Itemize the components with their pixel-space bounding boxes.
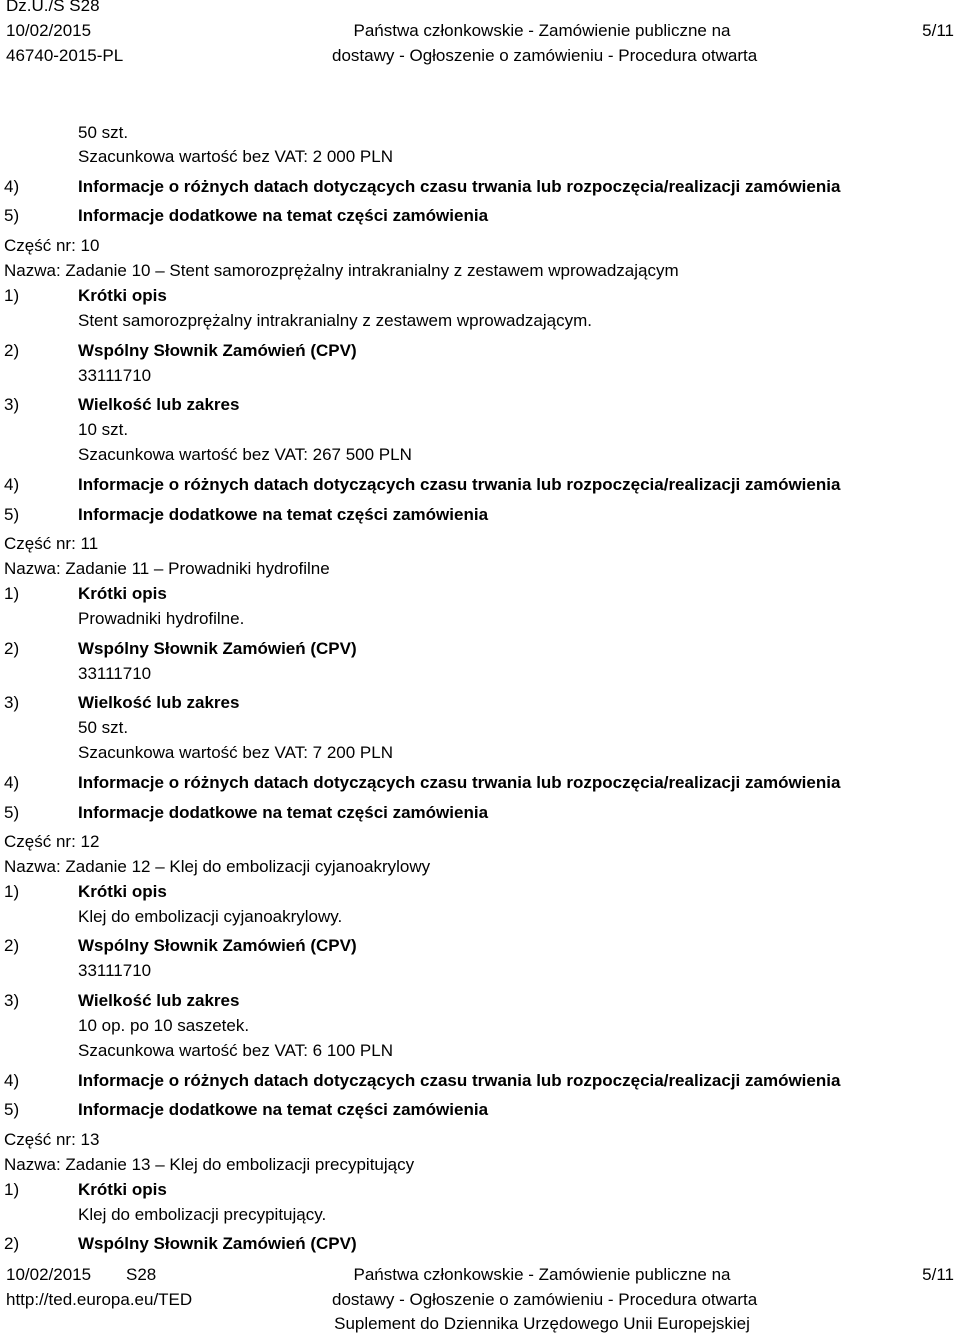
- section-1-heading: Krótki opis: [78, 584, 167, 603]
- footer-title-line2: dostawy - Ogłoszenie o zamówieniu - Procedura otwarta: [332, 1290, 758, 1309]
- section-4-number: 4): [4, 177, 20, 196]
- part-description: Prowadniki hydrofilne.: [78, 609, 245, 628]
- header-notice-id: 46740-2015-PL: [6, 46, 124, 65]
- part-cpv-code: 33111710: [78, 961, 152, 980]
- section-5-number: 5): [4, 505, 20, 524]
- part-number: Część nr: 11: [4, 534, 99, 553]
- section-4-heading: Informacje o różnych datach dotyczących czasu trwania lub rozpoczęcia/realizacji zamówienia: [78, 773, 841, 792]
- prev-value: Szacunkowa wartość bez VAT: 2 000 PLN: [78, 147, 393, 166]
- section-5-number: 5): [4, 206, 20, 225]
- section-3-number: 3): [4, 395, 20, 414]
- section-5-heading: Informacje dodatkowe na temat części zamówienia: [78, 206, 489, 225]
- section-2-number: 2): [4, 639, 20, 658]
- section-3-number: 3): [4, 991, 20, 1010]
- part-name: Nazwa: Zadanie 12 – Klej do embolizacji cyjanoakrylowy: [4, 857, 431, 876]
- section-4-heading: Informacje o różnych datach dotyczących czasu trwania lub rozpoczęcia/realizacji zamówienia: [78, 177, 841, 196]
- section-2-heading: Wspólny Słownik Zamówień (CPV): [78, 1234, 357, 1253]
- section-1-heading: Krótki opis: [78, 1180, 167, 1199]
- part-description: Klej do embolizacji precypitujący.: [78, 1205, 327, 1224]
- section-3-number: 3): [4, 693, 20, 712]
- section-1-heading: Krótki opis: [78, 882, 167, 901]
- section-2-heading: Wspólny Słownik Zamówień (CPV): [78, 936, 357, 955]
- part-value: Szacunkowa wartość bez VAT: 267 500 PLN: [78, 445, 412, 464]
- part-quantity: 10 szt.: [78, 420, 129, 439]
- footer-supplement: Suplement do Dziennika Urzędowego Unii Europejskiej: [334, 1314, 750, 1333]
- part-value: Szacunkowa wartość bez VAT: 6 100 PLN: [78, 1041, 393, 1060]
- part-quantity: 50 szt.: [78, 718, 129, 737]
- section-2-number: 2): [4, 936, 20, 955]
- section-5-heading: Informacje dodatkowe na temat części zamówienia: [78, 803, 489, 822]
- footer-series: S28: [126, 1265, 157, 1284]
- part-number: Część nr: 12: [4, 832, 100, 851]
- part-name: Nazwa: Zadanie 10 – Stent samorozprężalny intrakranialny z zestawem wprowadzającym: [4, 261, 679, 280]
- section-2-heading: Wspólny Słownik Zamówień (CPV): [78, 341, 357, 360]
- section-1-number: 1): [4, 584, 20, 603]
- part-description: Stent samorozprężalny intrakranialny z zestawem wprowadzającym.: [78, 311, 592, 330]
- part-cpv-code: 33111710: [78, 366, 152, 385]
- part-description: Klej do embolizacji cyjanoakrylowy.: [78, 907, 343, 926]
- part-cpv-code: 33111710: [78, 664, 152, 683]
- part-number: Część nr: 10: [4, 236, 100, 255]
- part-value: Szacunkowa wartość bez VAT: 7 200 PLN: [78, 743, 393, 762]
- part-name: Nazwa: Zadanie 13 – Klej do embolizacji precypitujący: [4, 1155, 415, 1174]
- section-2-number: 2): [4, 341, 20, 360]
- header-page: 5/11: [922, 21, 954, 40]
- section-5-number: 5): [4, 1100, 20, 1119]
- section-4-heading: Informacje o różnych datach dotyczących czasu trwania lub rozpoczęcia/realizacji zamówienia: [78, 1071, 841, 1090]
- section-2-number: 2): [4, 1234, 20, 1253]
- section-3-heading: Wielkość lub zakres: [78, 693, 240, 712]
- section-1-number: 1): [4, 286, 20, 305]
- section-4-number: 4): [4, 1071, 20, 1090]
- footer-date: 10/02/2015: [6, 1265, 92, 1284]
- header-date: 10/02/2015: [6, 21, 92, 40]
- part-quantity: 10 op. po 10 saszetek.: [78, 1016, 250, 1035]
- section-1-heading: Krótki opis: [78, 286, 167, 305]
- section-3-heading: Wielkość lub zakres: [78, 991, 240, 1010]
- section-2-heading: Wspólny Słownik Zamówień (CPV): [78, 639, 357, 658]
- section-5-number: 5): [4, 803, 20, 822]
- section-5-heading: Informacje dodatkowe na temat części zamówienia: [78, 1100, 489, 1119]
- section-5-heading: Informacje dodatkowe na temat części zamówienia: [78, 505, 489, 524]
- section-1-number: 1): [4, 1180, 20, 1199]
- header-journal: Dz.U./S S28: [6, 0, 100, 15]
- section-3-heading: Wielkość lub zakres: [78, 395, 240, 414]
- footer-page: 5/11: [922, 1265, 954, 1284]
- header-title-line2: dostawy - Ogłoszenie o zamówieniu - Procedura otwarta: [332, 46, 758, 65]
- prev-quantity: 50 szt.: [78, 123, 129, 142]
- section-4-number: 4): [4, 475, 20, 494]
- section-4-number: 4): [4, 773, 20, 792]
- part-name: Nazwa: Zadanie 11 – Prowadniki hydrofilne: [4, 559, 330, 578]
- footer-title-line1: Państwa członkowskie - Zamówienie publiczne na: [353, 1265, 731, 1284]
- section-1-number: 1): [4, 882, 20, 901]
- footer-url[interactable]: http://ted.europa.eu/TED: [6, 1290, 193, 1309]
- section-4-heading: Informacje o różnych datach dotyczących czasu trwania lub rozpoczęcia/realizacji zamówienia: [78, 475, 841, 494]
- part-number: Część nr: 13: [4, 1130, 100, 1149]
- header-title-line1: Państwa członkowskie - Zamówienie publiczne na: [353, 21, 731, 40]
